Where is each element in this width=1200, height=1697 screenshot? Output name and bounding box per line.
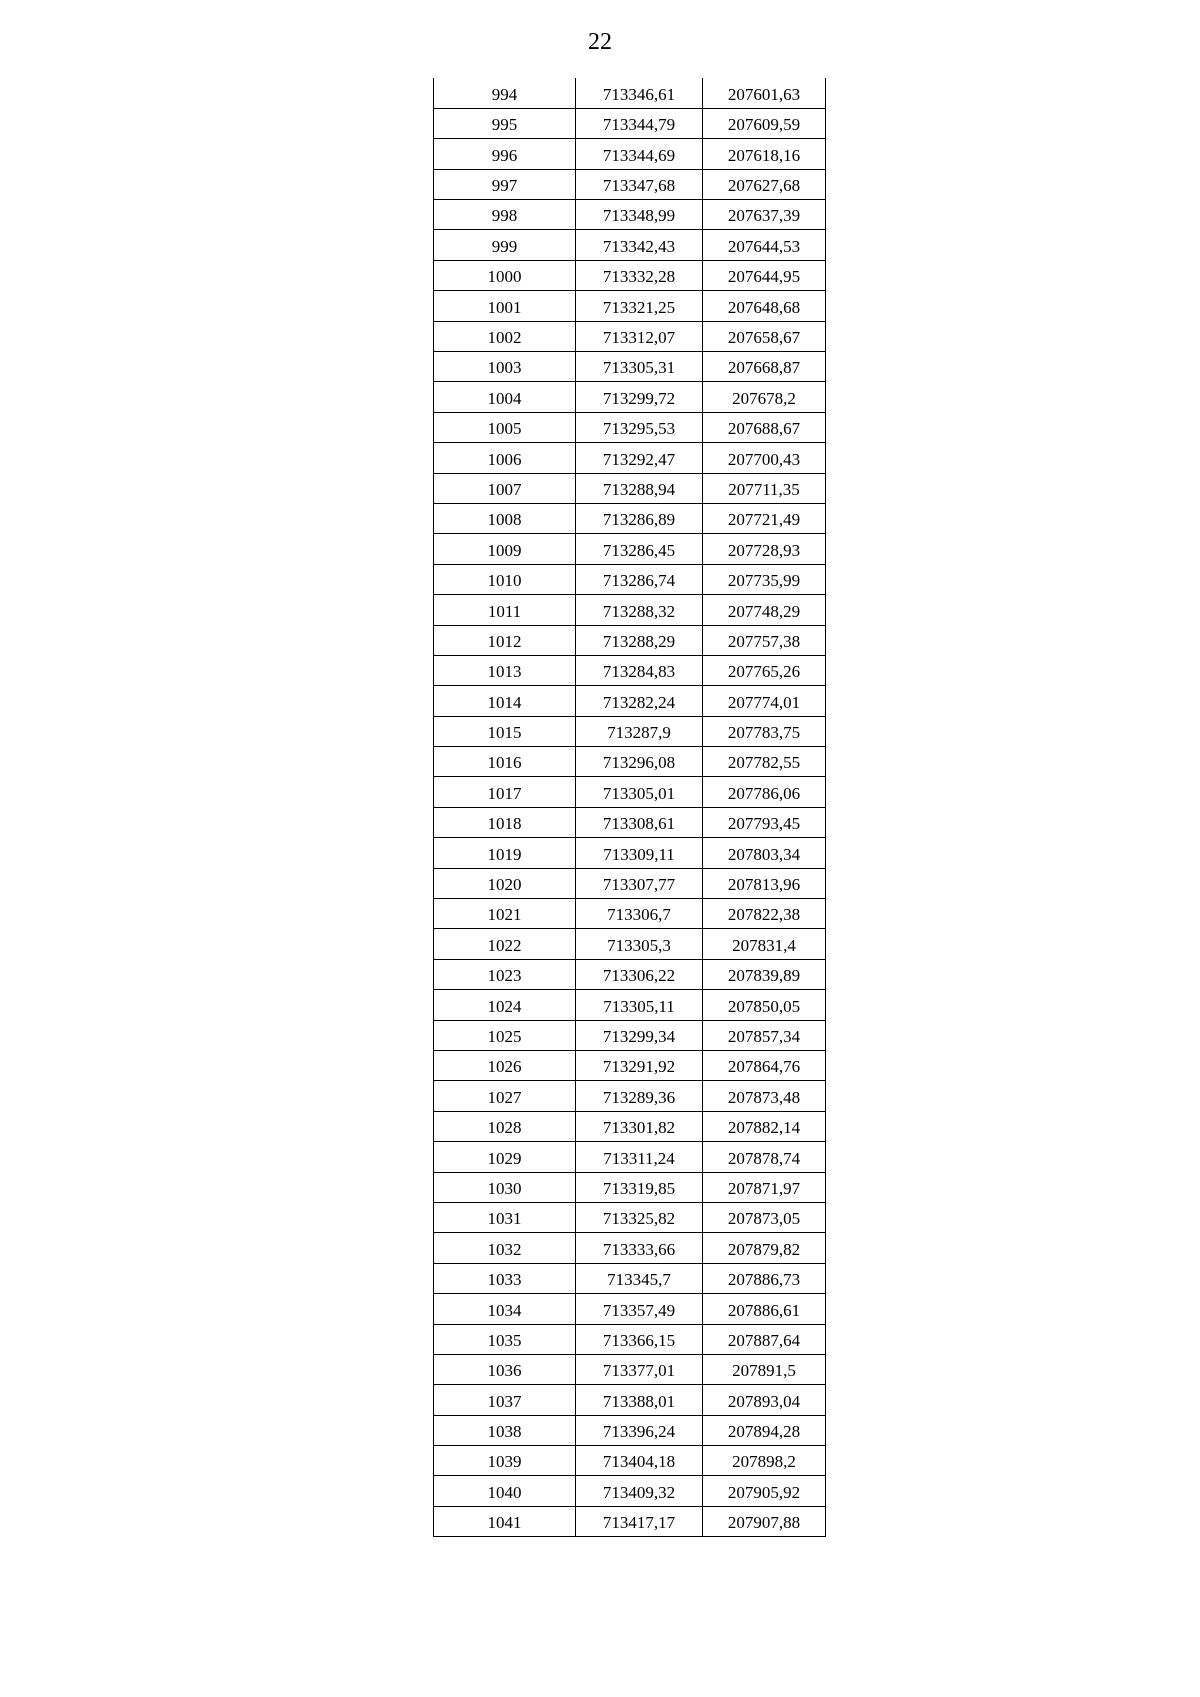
- point-number-cell: 995: [434, 108, 576, 138]
- x-coordinate-cell: 713348,99: [576, 200, 703, 230]
- y-coordinate-cell: 207871,97: [703, 1172, 826, 1202]
- x-coordinate-cell: 713346,61: [576, 78, 703, 108]
- table-row: [434, 1020, 826, 1050]
- point-number-cell: 1026: [434, 1051, 576, 1081]
- point-number-cell: 1031: [434, 1202, 576, 1232]
- point-number-cell: 1001: [434, 291, 576, 321]
- table-row: [434, 169, 826, 199]
- table-row: [434, 747, 826, 777]
- point-number-cell: 1033: [434, 1263, 576, 1293]
- table-row: [434, 443, 826, 473]
- x-coordinate-cell: 713287,9: [576, 716, 703, 746]
- x-coordinate-cell: 713292,47: [576, 443, 703, 473]
- y-coordinate-cell: 207793,45: [703, 807, 826, 837]
- table-row: [434, 1476, 826, 1506]
- table-row: [434, 78, 826, 108]
- table-row: [434, 1111, 826, 1141]
- point-number-cell: 1003: [434, 352, 576, 382]
- point-number-cell: 1029: [434, 1142, 576, 1172]
- point-number-cell: 1006: [434, 443, 576, 473]
- point-number-cell: 1007: [434, 473, 576, 503]
- point-number-cell: 1009: [434, 534, 576, 564]
- point-number-cell: 1010: [434, 564, 576, 594]
- table-row: [434, 412, 826, 442]
- x-coordinate-cell: 713342,43: [576, 230, 703, 260]
- x-coordinate-cell: 713306,22: [576, 959, 703, 989]
- y-coordinate-cell: 207850,05: [703, 990, 826, 1020]
- table-row: [434, 990, 826, 1020]
- table-row: [434, 777, 826, 807]
- x-coordinate-cell: 713332,28: [576, 260, 703, 290]
- point-number-cell: 1023: [434, 959, 576, 989]
- y-coordinate-cell: 207627,68: [703, 169, 826, 199]
- x-coordinate-cell: 713305,01: [576, 777, 703, 807]
- x-coordinate-cell: 713286,45: [576, 534, 703, 564]
- y-coordinate-cell: 207886,73: [703, 1263, 826, 1293]
- table-row: [434, 686, 826, 716]
- y-coordinate-cell: 207857,34: [703, 1020, 826, 1050]
- y-coordinate-cell: 207765,26: [703, 655, 826, 685]
- table-row: [434, 1142, 826, 1172]
- point-number-cell: 1020: [434, 868, 576, 898]
- y-coordinate-cell: 207637,39: [703, 200, 826, 230]
- x-coordinate-cell: 713417,17: [576, 1506, 703, 1536]
- y-coordinate-cell: 207894,28: [703, 1415, 826, 1445]
- table-row: [434, 1263, 826, 1293]
- y-coordinate-cell: 207700,43: [703, 443, 826, 473]
- y-coordinate-cell: 207783,75: [703, 716, 826, 746]
- x-coordinate-cell: 713296,08: [576, 747, 703, 777]
- table-row: [434, 1202, 826, 1232]
- x-coordinate-cell: 713312,07: [576, 321, 703, 351]
- x-coordinate-cell: 713396,24: [576, 1415, 703, 1445]
- point-number-cell: 1011: [434, 595, 576, 625]
- y-coordinate-cell: 207813,96: [703, 868, 826, 898]
- x-coordinate-cell: 713333,66: [576, 1233, 703, 1263]
- table-row: [434, 929, 826, 959]
- point-number-cell: 1041: [434, 1506, 576, 1536]
- x-coordinate-cell: 713305,11: [576, 990, 703, 1020]
- y-coordinate-cell: 207735,99: [703, 564, 826, 594]
- x-coordinate-cell: 713282,24: [576, 686, 703, 716]
- x-coordinate-cell: 713319,85: [576, 1172, 703, 1202]
- table-row: [434, 382, 826, 412]
- table-row: [434, 1051, 826, 1081]
- y-coordinate-cell: 207668,87: [703, 352, 826, 382]
- table-row: [434, 1415, 826, 1445]
- y-coordinate-cell: 207822,38: [703, 899, 826, 929]
- point-number-cell: 1030: [434, 1172, 576, 1202]
- point-number-cell: 1013: [434, 655, 576, 685]
- x-coordinate-cell: 713286,89: [576, 503, 703, 533]
- table-row: [434, 352, 826, 382]
- x-coordinate-cell: 713286,74: [576, 564, 703, 594]
- table-row: [434, 200, 826, 230]
- y-coordinate-cell: 207644,53: [703, 230, 826, 260]
- table-row: [434, 1385, 826, 1415]
- point-number-cell: 1012: [434, 625, 576, 655]
- table-row: [434, 655, 826, 685]
- point-number-cell: 1017: [434, 777, 576, 807]
- y-coordinate-cell: 207618,16: [703, 139, 826, 169]
- x-coordinate-cell: 713344,79: [576, 108, 703, 138]
- x-coordinate-cell: 713288,94: [576, 473, 703, 503]
- y-coordinate-cell: 207873,05: [703, 1202, 826, 1232]
- table-row: [434, 1446, 826, 1476]
- x-coordinate-cell: 713288,29: [576, 625, 703, 655]
- x-coordinate-cell: 713288,32: [576, 595, 703, 625]
- y-coordinate-cell: 207609,59: [703, 108, 826, 138]
- table-row: [434, 838, 826, 868]
- table-row: [434, 868, 826, 898]
- y-coordinate-cell: 207864,76: [703, 1051, 826, 1081]
- y-coordinate-cell: 207601,63: [703, 78, 826, 108]
- point-number-cell: 1024: [434, 990, 576, 1020]
- point-number-cell: 1039: [434, 1446, 576, 1476]
- point-number-cell: 998: [434, 200, 576, 230]
- point-number-cell: 1038: [434, 1415, 576, 1445]
- table-row: [434, 139, 826, 169]
- coordinates-table: [433, 78, 826, 1537]
- table-row: [434, 1172, 826, 1202]
- y-coordinate-cell: 207658,67: [703, 321, 826, 351]
- point-number-cell: 1040: [434, 1476, 576, 1506]
- x-coordinate-cell: 713409,32: [576, 1476, 703, 1506]
- table-row: [434, 321, 826, 351]
- table-row: [434, 716, 826, 746]
- point-number-cell: 1000: [434, 260, 576, 290]
- y-coordinate-cell: 207711,35: [703, 473, 826, 503]
- point-number-cell: 1021: [434, 899, 576, 929]
- table-row: [434, 564, 826, 594]
- x-coordinate-cell: 713308,61: [576, 807, 703, 837]
- table-row: [434, 899, 826, 929]
- point-number-cell: 1018: [434, 807, 576, 837]
- point-number-cell: 1022: [434, 929, 576, 959]
- x-coordinate-cell: 713321,25: [576, 291, 703, 321]
- point-number-cell: 1037: [434, 1385, 576, 1415]
- point-number-cell: 1014: [434, 686, 576, 716]
- point-number-cell: 996: [434, 139, 576, 169]
- x-coordinate-cell: 713309,11: [576, 838, 703, 868]
- table-row: [434, 1354, 826, 1384]
- x-coordinate-cell: 713325,82: [576, 1202, 703, 1232]
- point-number-cell: 1019: [434, 838, 576, 868]
- table-row: [434, 108, 826, 138]
- x-coordinate-cell: 713289,36: [576, 1081, 703, 1111]
- x-coordinate-cell: 713307,77: [576, 868, 703, 898]
- table-row: [434, 230, 826, 260]
- x-coordinate-cell: 713305,3: [576, 929, 703, 959]
- x-coordinate-cell: 713299,34: [576, 1020, 703, 1050]
- y-coordinate-cell: 207886,61: [703, 1294, 826, 1324]
- y-coordinate-cell: 207887,64: [703, 1324, 826, 1354]
- y-coordinate-cell: 207648,68: [703, 291, 826, 321]
- point-number-cell: 1016: [434, 747, 576, 777]
- table-row: [434, 260, 826, 290]
- y-coordinate-cell: 207803,34: [703, 838, 826, 868]
- y-coordinate-cell: 207786,06: [703, 777, 826, 807]
- table-row: [434, 534, 826, 564]
- x-coordinate-cell: 713284,83: [576, 655, 703, 685]
- table-row: [434, 959, 826, 989]
- x-coordinate-cell: 713404,18: [576, 1446, 703, 1476]
- x-coordinate-cell: 713305,31: [576, 352, 703, 382]
- y-coordinate-cell: 207839,89: [703, 959, 826, 989]
- point-number-cell: 997: [434, 169, 576, 199]
- y-coordinate-cell: 207831,4: [703, 929, 826, 959]
- point-number-cell: 1008: [434, 503, 576, 533]
- table-row: [434, 1294, 826, 1324]
- table-row: [434, 473, 826, 503]
- point-number-cell: 1015: [434, 716, 576, 746]
- table-row: [434, 625, 826, 655]
- x-coordinate-cell: 713377,01: [576, 1354, 703, 1384]
- table-row: [434, 1233, 826, 1263]
- y-coordinate-cell: 207678,2: [703, 382, 826, 412]
- table-row: [434, 595, 826, 625]
- x-coordinate-cell: 713306,7: [576, 899, 703, 929]
- x-coordinate-cell: 713291,92: [576, 1051, 703, 1081]
- y-coordinate-cell: 207644,95: [703, 260, 826, 290]
- table-row: [434, 503, 826, 533]
- table-row: [434, 1081, 826, 1111]
- table-row: [434, 1506, 826, 1536]
- point-number-cell: 1036: [434, 1354, 576, 1384]
- point-number-cell: 999: [434, 230, 576, 260]
- point-number-cell: 1025: [434, 1020, 576, 1050]
- y-coordinate-cell: 207891,5: [703, 1354, 826, 1384]
- page-number: 22: [588, 29, 612, 55]
- x-coordinate-cell: 713345,7: [576, 1263, 703, 1293]
- x-coordinate-cell: 713347,68: [576, 169, 703, 199]
- y-coordinate-cell: 207905,92: [703, 1476, 826, 1506]
- y-coordinate-cell: 207882,14: [703, 1111, 826, 1141]
- y-coordinate-cell: 207774,01: [703, 686, 826, 716]
- x-coordinate-cell: 713357,49: [576, 1294, 703, 1324]
- point-number-cell: 1035: [434, 1324, 576, 1354]
- x-coordinate-cell: 713344,69: [576, 139, 703, 169]
- y-coordinate-cell: 207721,49: [703, 503, 826, 533]
- x-coordinate-cell: 713311,24: [576, 1142, 703, 1172]
- y-coordinate-cell: 207879,82: [703, 1233, 826, 1263]
- x-coordinate-cell: 713388,01: [576, 1385, 703, 1415]
- table-row: [434, 1324, 826, 1354]
- y-coordinate-cell: 207728,93: [703, 534, 826, 564]
- y-coordinate-cell: 207907,88: [703, 1506, 826, 1536]
- table-row: [434, 291, 826, 321]
- point-number-cell: 1002: [434, 321, 576, 351]
- x-coordinate-cell: 713299,72: [576, 382, 703, 412]
- point-number-cell: 1005: [434, 412, 576, 442]
- y-coordinate-cell: 207748,29: [703, 595, 826, 625]
- point-number-cell: 1034: [434, 1294, 576, 1324]
- point-number-cell: 1027: [434, 1081, 576, 1111]
- point-number-cell: 994: [434, 78, 576, 108]
- y-coordinate-cell: 207878,74: [703, 1142, 826, 1172]
- y-coordinate-cell: 207688,67: [703, 412, 826, 442]
- x-coordinate-cell: 713366,15: [576, 1324, 703, 1354]
- x-coordinate-cell: 713295,53: [576, 412, 703, 442]
- table-row: [434, 807, 826, 837]
- y-coordinate-cell: 207873,48: [703, 1081, 826, 1111]
- point-number-cell: 1004: [434, 382, 576, 412]
- point-number-cell: 1028: [434, 1111, 576, 1141]
- y-coordinate-cell: 207893,04: [703, 1385, 826, 1415]
- coordinates-table-body: [434, 78, 826, 1537]
- y-coordinate-cell: 207782,55: [703, 747, 826, 777]
- point-number-cell: 1032: [434, 1233, 576, 1263]
- y-coordinate-cell: 207757,38: [703, 625, 826, 655]
- x-coordinate-cell: 713301,82: [576, 1111, 703, 1141]
- y-coordinate-cell: 207898,2: [703, 1446, 826, 1476]
